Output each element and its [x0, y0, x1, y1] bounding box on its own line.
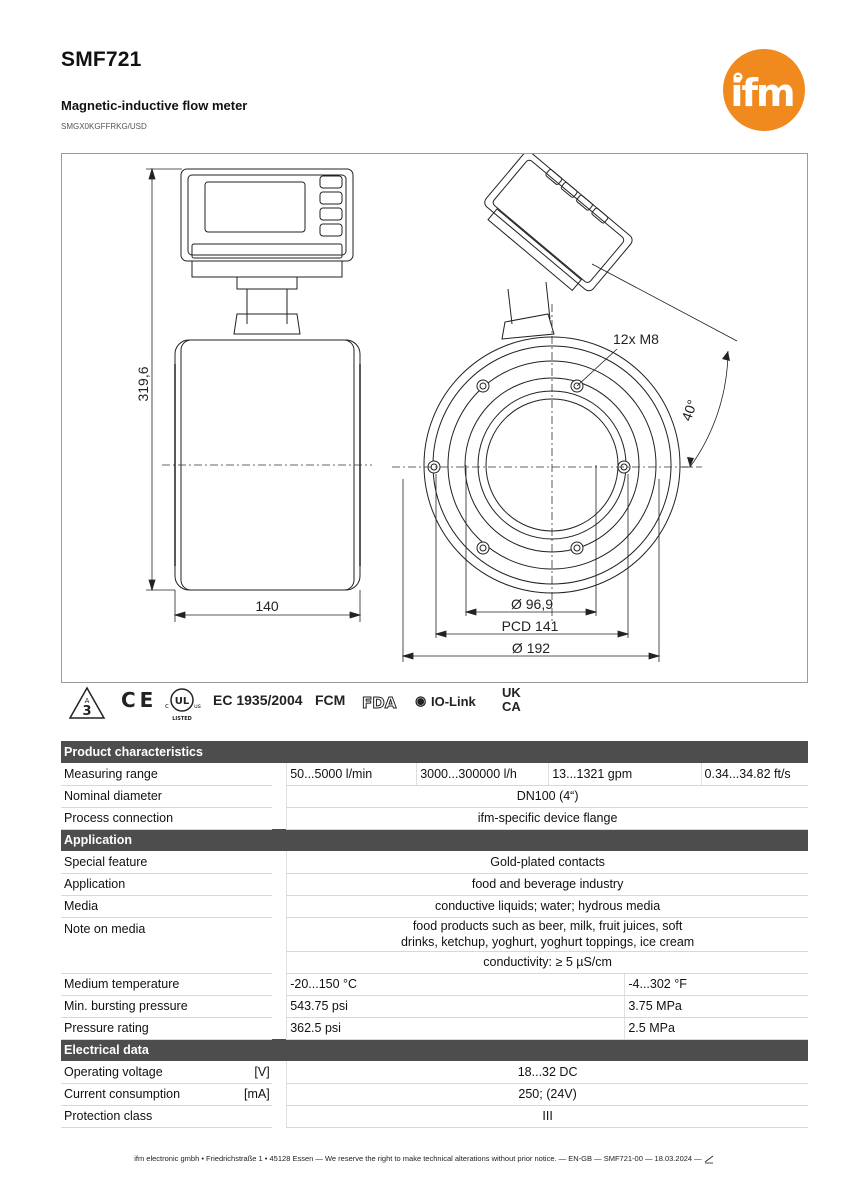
section-product-characteristics: [61, 741, 808, 763]
note-line-1: food products such as beer, milk, fruit juices, soft: [412, 919, 683, 933]
page-footer: [0, 1154, 848, 1164]
dim-bolts: 12x M8: [613, 331, 659, 347]
table-row: [61, 973, 808, 995]
row-value: -20...150 °C: [287, 973, 625, 995]
row-value: 362.5 psi: [287, 1017, 625, 1039]
row-value: conductive liquids; water; hydrous media: [287, 895, 808, 917]
row-label: Special feature: [61, 851, 272, 873]
table-row: [61, 1017, 808, 1039]
row-value: DN100 (4“): [287, 785, 808, 807]
table-row: [61, 1083, 808, 1105]
certification-bar: [66, 686, 546, 722]
dim-width: 140: [255, 598, 279, 614]
row-label: Pressure rating: [61, 1017, 272, 1039]
section-title: Application: [61, 829, 808, 851]
row-label: Media: [61, 895, 272, 917]
row-label: Measuring range: [61, 763, 272, 785]
page-symbol-icon: [704, 1154, 714, 1164]
row-label: Medium temperature: [61, 973, 272, 995]
row-label: Protection class: [61, 1105, 272, 1127]
row-label: Min. bursting pressure: [61, 995, 272, 1017]
ex-triangle-icon: [68, 686, 106, 720]
dimension-drawing: [62, 154, 809, 684]
dim-bore: Ø 96,9: [510, 596, 554, 612]
iolink-icon: ◉: [415, 693, 427, 708]
section-application: [61, 829, 808, 851]
svg-text:3: 3: [82, 704, 92, 719]
display-screen: [205, 182, 305, 232]
cert-iolink: IO-Link: [431, 694, 476, 709]
svg-text:FDA: FDA: [362, 694, 397, 711]
product-title: SMF721: [61, 48, 142, 71]
table-row: [61, 1061, 808, 1083]
article-code: SMGX0KGFFRKG/USD: [61, 122, 147, 131]
sensor-body-side: [175, 340, 360, 590]
row-value: 50...5000 l/min: [287, 763, 417, 785]
row-value: ifm-specific device flange: [287, 807, 808, 829]
cert-ec: EC 1935/2004: [213, 692, 303, 708]
display-head-side: [181, 169, 353, 261]
dim-height: 319,6: [135, 366, 151, 402]
svg-text:ifm: ifm: [730, 71, 794, 115]
spec-table: [61, 741, 808, 1128]
row-unit: [mA]: [241, 1083, 272, 1105]
svg-text:c: c: [165, 702, 169, 710]
row-value: [287, 917, 808, 951]
svg-text:us: us: [194, 703, 201, 710]
row-value: 13...1321 gpm: [549, 763, 701, 785]
row-value: III: [287, 1105, 808, 1127]
row-value: 0.34...34.82 ft/s: [701, 763, 808, 785]
row-value: Gold-plated contacts: [287, 851, 808, 873]
row-label: Application: [61, 873, 272, 895]
row-label: Nominal diameter: [61, 785, 272, 807]
product-subtitle: Magnetic-inductive flow meter: [61, 98, 248, 113]
cert-fcm: FCM: [315, 692, 346, 708]
table-row: [61, 851, 808, 873]
footer-text: ifm electronic gmbh • Friedrichstraße 1 • 45128 Essen — We reserve the right to make technical alterations without prior notice. — EN-GB — SMF721-00 — 18.03.2024 —: [134, 1154, 702, 1163]
row-value: 3.75 MPa: [625, 995, 808, 1017]
ifm-logo: [722, 48, 806, 132]
row-label: Process connection: [61, 807, 272, 829]
row-value: 3000...300000 l/h: [417, 763, 549, 785]
section-title: Product characteristics: [61, 741, 808, 763]
table-row: [61, 763, 808, 785]
cul-us-listed-icon: [161, 686, 203, 722]
table-row: [61, 785, 808, 807]
row-unit: [V]: [241, 1061, 272, 1083]
dim-angle: 40°: [678, 397, 701, 423]
svg-text:LISTED: LISTED: [172, 716, 192, 722]
svg-text:A: A: [84, 697, 90, 705]
table-row: [61, 917, 808, 951]
row-label: Note on media: [61, 917, 272, 973]
ukca-bottom: CA: [502, 699, 521, 714]
table-row: [61, 873, 808, 895]
row-label: Current consumption: [61, 1083, 241, 1105]
row-value: 2.5 MPa: [625, 1017, 808, 1039]
section-title: Electrical data: [61, 1039, 808, 1061]
section-electrical-data: [61, 1039, 808, 1061]
row-value: -4...302 °F: [625, 973, 808, 995]
row-value: 250; (24V): [287, 1083, 808, 1105]
technical-drawing: [61, 153, 808, 683]
row-value: food and beverage industry: [287, 873, 808, 895]
ukca-top: UK: [502, 685, 521, 700]
row-value: conductivity: ≥ 5 µS/cm: [287, 951, 808, 973]
row-value: 18...32 DC: [287, 1061, 808, 1083]
table-row: [61, 807, 808, 829]
dim-pcd: PCD 141: [501, 618, 559, 634]
table-row: [61, 995, 808, 1017]
svg-text:UL: UL: [174, 696, 190, 707]
fda-icon: [362, 693, 402, 711]
row-value: 543.75 psi: [287, 995, 625, 1017]
table-row: [61, 895, 808, 917]
row-label: Operating voltage: [61, 1061, 241, 1083]
ce-mark-icon: C E: [121, 688, 154, 712]
note-line-2: drinks, ketchup, yoghurt, yoghurt toppings, ice cream: [400, 935, 695, 949]
table-row: [61, 1105, 808, 1127]
dim-outer: Ø 192: [511, 640, 551, 656]
